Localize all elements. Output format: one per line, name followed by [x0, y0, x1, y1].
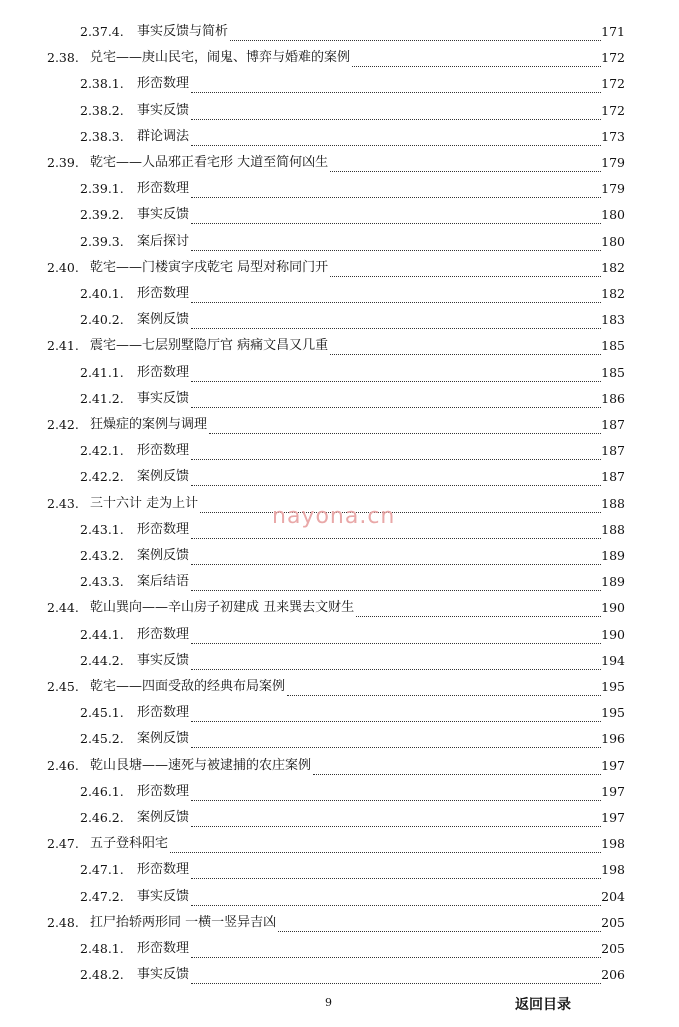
toc-entry-page: 194	[601, 652, 625, 668]
toc-entry[interactable]	[0, 831, 679, 857]
toc-entry-page: 190	[601, 626, 625, 642]
dot-leader	[191, 119, 601, 120]
toc-entry-title: 事实反馈	[137, 888, 190, 904]
toc-entry[interactable]	[0, 569, 679, 595]
toc-entry-title: 案例反馈	[137, 810, 190, 825]
toc-entry-number: 2.38.1.	[80, 76, 124, 92]
toc-entry-number: 2.45.1.	[80, 705, 124, 721]
toc-entry-title: 三十六计 走为上计	[90, 495, 199, 511]
dot-leader	[200, 512, 601, 513]
toc-entry-number: 2.37.4.	[80, 24, 124, 39]
toc-entry-title: 形峦数理	[137, 941, 190, 956]
toc-entry-number: 2.48.2.	[80, 967, 124, 983]
toc-entry-number: 2.45.	[47, 679, 79, 694]
toc-entry-number: 2.42.	[47, 417, 79, 432]
toc-entry-page: 204	[601, 888, 625, 904]
toc-entry[interactable]	[0, 779, 679, 805]
toc-entry-title: 案例反馈	[137, 312, 190, 328]
toc-entry-page: 195	[601, 679, 625, 694]
dot-leader	[191, 92, 601, 93]
dot-leader	[230, 40, 601, 41]
toc-entry-number: 2.40.2.	[80, 312, 124, 328]
toc-entry[interactable]	[0, 543, 679, 569]
toc-entry-page: 183	[601, 312, 625, 328]
toc-entry-page: 205	[601, 941, 625, 956]
dot-leader	[191, 485, 601, 486]
toc-entry-title: 案后探讨	[137, 233, 190, 249]
toc-entry-number: 2.47.1.	[80, 862, 124, 878]
toc-entry-page: 187	[601, 417, 625, 432]
toc-entry-number: 2.43.3.	[80, 574, 124, 590]
toc-entry[interactable]	[0, 281, 679, 307]
toc-entry-title: 形峦数理	[137, 521, 190, 537]
toc-entry-number: 2.44.	[47, 600, 79, 616]
toc-entry[interactable]	[0, 412, 679, 438]
toc-entry-page: 179	[601, 181, 625, 197]
toc-entry[interactable]	[0, 884, 679, 910]
toc-entry[interactable]	[0, 360, 679, 386]
toc-entry-title: 案例反馈	[137, 731, 190, 747]
toc-entry-title: 形峦数理	[137, 862, 190, 878]
toc-entry-page: 197	[601, 810, 625, 825]
toc-entry-page: 185	[601, 338, 625, 354]
dot-leader	[313, 774, 601, 775]
toc-entry-title: 乾山艮塘——速死与被逮捕的农庄案例	[90, 757, 312, 773]
dot-leader	[191, 721, 601, 722]
toc-entry[interactable]	[0, 386, 679, 412]
toc-entry-page: 195	[601, 705, 625, 721]
toc-entry-page: 172	[601, 50, 625, 66]
toc-entry-title: 案例反馈	[137, 469, 190, 485]
dot-leader	[191, 800, 601, 801]
toc-entry-title: 五子登科阳宅	[90, 836, 169, 852]
toc-entry-page: 205	[601, 914, 625, 930]
toc-entry-title: 形峦数理	[137, 626, 190, 642]
toc-entry[interactable]	[0, 98, 679, 124]
toc-entry-title: 形峦数理	[137, 76, 190, 92]
toc-entry-number: 2.46.2.	[80, 810, 124, 825]
toc-entry-page: 186	[601, 390, 625, 406]
toc-entry[interactable]	[0, 150, 679, 176]
toc-entry-title: 事实反馈	[137, 207, 190, 223]
toc-entry-title: 事实反馈	[137, 652, 190, 668]
dot-leader	[191, 197, 601, 198]
dot-leader	[191, 250, 601, 251]
toc-entry-number: 2.40.1.	[80, 286, 124, 301]
toc-entry[interactable]	[0, 648, 679, 674]
dot-leader	[191, 669, 601, 670]
toc-entry[interactable]	[0, 176, 679, 202]
toc-entry-page: 206	[601, 967, 625, 983]
toc-entry-number: 2.48.	[47, 914, 79, 930]
toc-entry-number: 2.47.	[47, 836, 79, 852]
toc-entry-page: 182	[601, 259, 625, 275]
toc-entry-title: 形峦数理	[137, 705, 190, 721]
dot-leader	[191, 747, 601, 748]
toc-entry[interactable]	[0, 255, 679, 281]
toc-entry-number: 2.44.2.	[80, 652, 124, 668]
toc-entry-page: 198	[601, 862, 625, 878]
toc-entry-title: 乾山巽向——辛山房子初建成 丑来巽去文财生	[90, 600, 355, 616]
toc-entry-page: 196	[601, 731, 625, 747]
toc-entry-number: 2.38.2.	[80, 102, 124, 118]
toc-entry-title: 形峦数理	[137, 783, 190, 799]
toc-entry[interactable]	[0, 910, 679, 936]
toc-entry[interactable]	[0, 674, 679, 700]
toc-entry-number: 2.43.2.	[80, 548, 124, 563]
toc-entry[interactable]	[0, 700, 679, 726]
toc-entry[interactable]	[0, 753, 679, 779]
dot-leader	[191, 407, 601, 408]
back-to-contents-link[interactable]: 返回目录	[515, 997, 571, 1013]
toc-entry-number: 2.43.	[47, 495, 79, 511]
dot-leader	[191, 878, 601, 879]
toc-entry-title: 案例反馈	[137, 548, 190, 563]
toc-entry-number: 2.41.2.	[80, 390, 124, 406]
dot-leader	[287, 695, 601, 696]
dot-leader	[330, 276, 601, 277]
toc-entry-page: 187	[601, 443, 625, 459]
toc-entry-page: 182	[601, 286, 625, 301]
dot-leader	[191, 459, 601, 460]
toc-entry-title: 形峦数理	[137, 364, 190, 380]
toc-entry[interactable]	[0, 857, 679, 883]
dot-leader	[191, 983, 601, 984]
toc-entry[interactable]	[0, 595, 679, 621]
dot-leader	[191, 905, 601, 906]
page-number: 9	[325, 996, 332, 1009]
toc-entry-number: 2.42.1.	[80, 443, 124, 459]
toc-entry-page: 189	[601, 574, 625, 590]
toc-entry-page: 188	[601, 495, 625, 511]
toc-entry-page: 171	[601, 24, 625, 39]
dot-leader	[191, 957, 601, 958]
toc-entry-title: 乾宅——人品邪正看宅形 大道至简何凶生	[90, 155, 329, 170]
toc-entry[interactable]	[0, 962, 679, 988]
toc-entry-number: 2.40.	[47, 259, 79, 275]
toc-entry-page: 172	[601, 76, 625, 92]
toc-entry-page: 189	[601, 548, 625, 563]
toc-entry[interactable]	[0, 202, 679, 228]
dot-leader	[170, 852, 601, 853]
toc-entry-number: 2.48.1.	[80, 941, 124, 956]
toc-entry[interactable]	[0, 333, 679, 359]
dot-leader	[191, 302, 601, 303]
dot-leader	[352, 66, 601, 67]
toc-entry-page: 179	[601, 155, 625, 170]
toc-entry-number: 2.39.	[47, 155, 79, 170]
toc-entry-number: 2.38.	[47, 50, 79, 66]
dot-leader	[191, 223, 601, 224]
toc-entry-title: 形峦数理	[137, 181, 190, 197]
toc-entry-number: 2.45.2.	[80, 731, 124, 747]
toc-entry-title: 形峦数理	[137, 443, 190, 459]
toc-entry-number: 2.47.2.	[80, 888, 124, 904]
toc-entry-number: 2.46.	[47, 757, 79, 773]
toc-entry-number: 2.38.3.	[80, 128, 124, 144]
toc-entry-number: 2.43.1.	[80, 521, 124, 537]
toc-entry-title: 震宅——七层别墅隐厅官 病痛文昌又几重	[90, 338, 329, 354]
toc-entry-title: 狂燥症的案例与调理	[90, 417, 208, 432]
toc-entry-page: 198	[601, 836, 625, 852]
toc-entry[interactable]	[0, 805, 679, 831]
toc-entry-title: 事实反馈	[137, 390, 190, 406]
dot-leader	[191, 826, 601, 827]
toc-entry[interactable]	[0, 438, 679, 464]
dot-leader	[191, 538, 601, 539]
toc-entry[interactable]	[0, 936, 679, 962]
toc-entry[interactable]	[0, 726, 679, 752]
toc-entry-title: 事实反馈与简析	[137, 24, 229, 39]
toc-entry-number: 2.39.2.	[80, 207, 124, 223]
toc-entry-title: 群论调法	[137, 128, 190, 144]
toc-entry-page: 180	[601, 233, 625, 249]
toc-entry[interactable]	[0, 464, 679, 490]
toc-entry-page: 173	[601, 128, 625, 144]
toc-entry-number: 2.39.1.	[80, 181, 124, 197]
toc-entry[interactable]	[0, 71, 679, 97]
toc-entry-page: 190	[601, 600, 625, 616]
toc-entry-page: 172	[601, 102, 625, 118]
toc-entry-page: 188	[601, 521, 625, 537]
dot-leader	[330, 171, 601, 172]
toc-entry-number: 2.39.3.	[80, 233, 124, 249]
toc-entry-page: 187	[601, 469, 625, 485]
dot-leader	[191, 145, 601, 146]
toc-entry-title: 事实反馈	[137, 967, 190, 983]
toc-entry[interactable]	[0, 307, 679, 333]
toc-entry-number: 2.42.2.	[80, 469, 124, 485]
toc-entry-page: 180	[601, 207, 625, 223]
toc-entry-number: 2.41.	[47, 338, 79, 354]
dot-leader	[191, 590, 601, 591]
toc-entry-title: 形峦数理	[137, 286, 190, 301]
dot-leader	[278, 931, 601, 932]
toc-entry-title: 兑宅——庚山民宅，闹鬼、博弈与婚难的案例	[90, 50, 351, 66]
toc-entry-number: 2.46.1.	[80, 783, 124, 799]
dot-leader	[191, 564, 601, 565]
toc-entry-title: 乾宅——门楼寅字戌乾宅 局型对称同门开	[90, 259, 329, 275]
dot-leader	[191, 328, 601, 329]
toc-entry-page: 197	[601, 783, 625, 799]
toc-entry-title: 乾宅——四面受敌的经典布局案例	[90, 679, 286, 694]
dot-leader	[330, 354, 601, 355]
toc-entry[interactable]	[0, 229, 679, 255]
toc-entry-title: 事实反馈	[137, 102, 190, 118]
toc-entry-title: 案后结语	[137, 574, 190, 590]
dot-leader	[209, 433, 601, 434]
toc-entry[interactable]	[0, 19, 679, 45]
toc-entry-page: 197	[601, 757, 625, 773]
toc-entry[interactable]	[0, 622, 679, 648]
dot-leader	[191, 643, 601, 644]
watermark: nayona.cn	[272, 504, 396, 529]
toc-entry[interactable]	[0, 124, 679, 150]
toc-entry[interactable]	[0, 45, 679, 71]
dot-leader	[356, 616, 601, 617]
toc-entry-number: 2.44.1.	[80, 626, 124, 642]
toc-entry-number: 2.41.1.	[80, 364, 124, 380]
toc-entry-page: 185	[601, 364, 625, 380]
toc-entry-title: 扛尸抬轿两形同 一横一竖异吉凶	[90, 914, 277, 930]
dot-leader	[191, 381, 601, 382]
